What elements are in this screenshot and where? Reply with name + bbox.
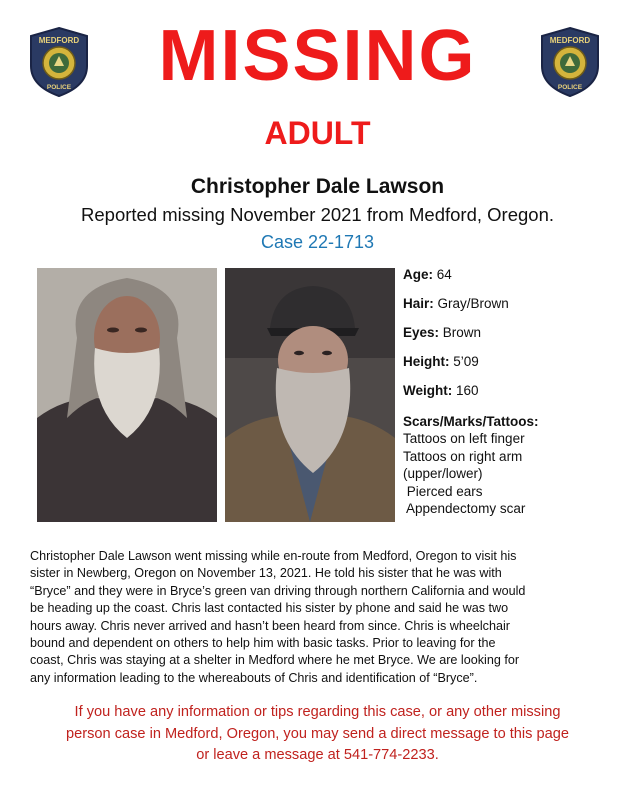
description-line: “Bryce” and they were in Bryce’s green van driving through northern California and would	[30, 583, 526, 598]
hair-value: Gray/Brown	[437, 296, 509, 311]
badge-top-text: MEDFORD	[38, 36, 80, 45]
weight-value: 160	[456, 383, 479, 398]
hair-label: Hair:	[403, 296, 434, 311]
badge-top-text: MEDFORD	[549, 36, 591, 45]
description-line: be heading up the coast. Chris last contacted his sister by phone and said he was two	[30, 601, 509, 616]
scars-label: Scars/Marks/Tattoos:	[403, 414, 539, 429]
badge-bottom-text: POLICE	[46, 84, 72, 91]
description-line: sister in Newberg, Oregon on November 13, 2021. He told his sister that he was with	[30, 566, 502, 581]
description-line: hours away. Chris never arrived and hasn’t been heard from since. Chris is wheelchair	[30, 618, 510, 633]
weight-label: Weight:	[403, 383, 453, 398]
eyes-value: Brown	[442, 325, 482, 340]
age-value: 64	[436, 267, 452, 282]
eyes-label: Eyes:	[403, 325, 440, 340]
scar-item: Pierced ears	[403, 483, 483, 499]
height-value: 5’09	[453, 354, 479, 369]
badge-bottom-text: POLICE	[557, 84, 583, 91]
description-line: any information leading to the whereabouts of Chris and identification of “Bryce”.	[30, 670, 478, 685]
person-name: Christopher Dale Lawson	[190, 175, 445, 198]
tips-line: or leave a message at 541-774-2233.	[196, 747, 439, 763]
detail-eyes	[403, 324, 628, 353]
person-photo-selfie	[225, 268, 395, 522]
detail-age	[403, 266, 628, 295]
tips-contact-message	[0, 702, 635, 767]
person-details	[403, 266, 628, 518]
poster-title: MISSING	[158, 16, 477, 96]
tips-line: person case in Medford, Oregon, you may send a direct message to this page	[66, 725, 569, 742]
age-label: Age:	[403, 267, 433, 282]
case-description	[30, 548, 620, 687]
scar-item: (upper/lower)	[403, 466, 483, 481]
person-photo-booking	[37, 268, 217, 522]
reported-missing-text: Reported missing November 2021 from Medford, Oregon.	[81, 204, 554, 225]
tips-line: If you have any information or tips regarding this case, or any other missing	[74, 704, 561, 720]
description-line: Christopher Dale Lawson went missing while en-route from Medford, Oregon to visit his	[30, 549, 517, 563]
scar-item: Tattoos on right arm	[403, 448, 523, 464]
scar-item: Appendectomy scar	[403, 501, 526, 516]
detail-hair	[403, 295, 628, 324]
scar-item: Tattoos on left finger	[403, 431, 525, 446]
description-line: bound and dependent on others to help him with basic tasks. Prior to leaving for the	[30, 636, 496, 651]
detail-weight	[403, 382, 628, 411]
case-number: Case 22-1713	[260, 232, 375, 252]
description-line: coast, Chris was staying at a shelter in Medford where he met Bryce. We are looking for	[30, 653, 520, 668]
poster-subtitle: ADULT	[264, 115, 371, 151]
detail-height	[403, 353, 628, 382]
height-label: Height:	[403, 354, 450, 369]
